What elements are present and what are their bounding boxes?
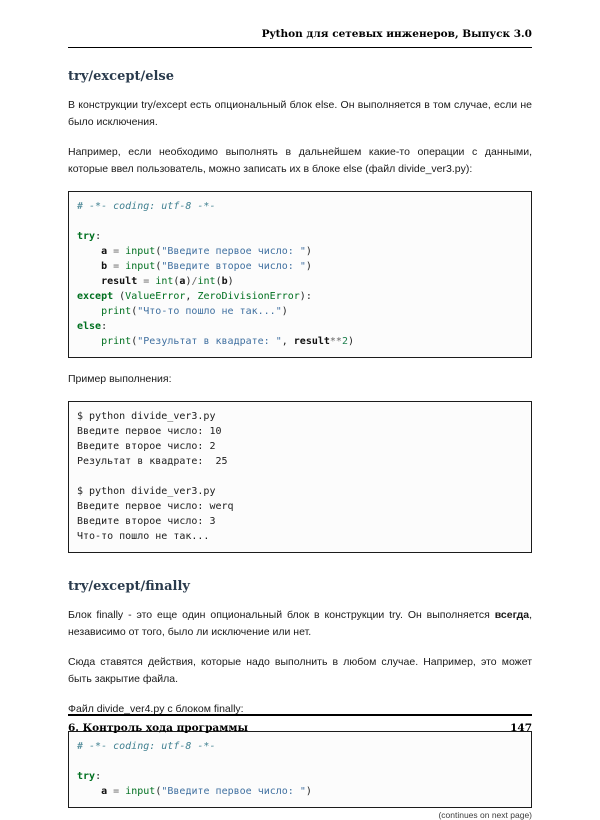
footer-chapter-title: 6. Контроль хода программы — [68, 722, 248, 734]
console-output-block: $ python divide_ver3.py Введите первое число: 10 Введите второе число: 2 Результат в квадрате: 25 $ python divide_ver3.py Введите первое число: werq Введите второе число: 3 Что-то пошло не так... — [68, 401, 532, 553]
continues-note: (continues on next page) — [438, 810, 532, 820]
paragraph-else-intro: В конструкции try/except есть опциональный блок else. Он выполняется в том случае, если не было исключения. — [68, 99, 532, 128]
code-block-divide-ver4: # -*- coding: utf-8 -*- try: a = input("Введите первое число: ") — [68, 731, 532, 808]
page-header — [68, 0, 532, 48]
paragraph-else-example-intro: Например, если необходимо выполнять в дальнейшем какие-то операции с данными, которые ввел пользователь, можно записать их в блоке else (файл divide_ver3.py): — [68, 146, 532, 175]
document-title: Python для сетевых инженеров, Выпуск 3.0 — [261, 28, 532, 40]
paragraph-finally-intro: Блок finally - это еще один опциональный блок в конструкции try. Он выполняется всегда, независимо от того, было ли исключение или нет. — [68, 609, 532, 638]
page-footer — [68, 714, 532, 734]
code-block-divide-ver3: # -*- coding: utf-8 -*- try: a = input("Введите первое число: ") b = input("Введите второе число: ") result = int(a)/int(b) except (ValueError, ZeroDivisionError): print("Что-то пошло не так...") else: print("Результат в квадрате: ", result**2) — [68, 191, 532, 358]
example-run-label: Пример выполнения: — [68, 373, 172, 385]
paragraph-finally-usage: Сюда ставятся действия, которые надо выполнить в любом случае. Например, это может быть закрытие файла. — [68, 656, 532, 685]
pdf-page — [68, 0, 532, 820]
paragraph-file-label: Файл divide_ver4.py с блоком finally: — [68, 703, 244, 715]
section-heading-try-except-finally: try/except/finally — [68, 579, 190, 594]
footer-page-number: 147 — [510, 722, 532, 734]
section-heading-try-except-else: try/except/else — [68, 69, 175, 84]
